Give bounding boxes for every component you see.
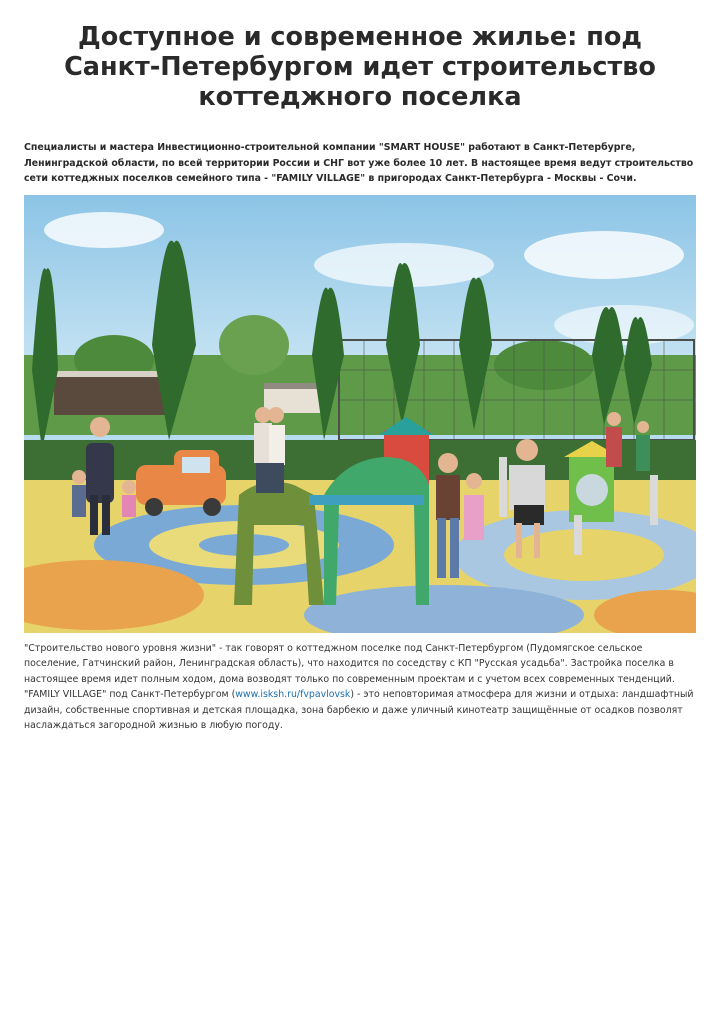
article-lead: Специалисты и мастера Инвестиционно-строительной компании "SMART HOUSE" работают в Санкт-Петербурге, Ленинградской области, по всей территории России и СНГ вот уже более 10 лет. В настоящее время ведут строительство сети коттеджных поселков семейного типа - "FAMILY VILLAGE" в пригородах Санкт-Петербурга - Москвы - Сочи. (24, 142, 694, 184)
article-body (24, 641, 700, 733)
article-body-part-1: "Строительство нового уровня жизни" - так говорят о коттеджном поселке под Санкт-Петербургом (Пудомягское сельское поселение, Гатчинский район, Ленинградская область), что находится по соседству с КП "Русская усадьба". Застройка поселка в настоящее время идет полным ходом, дома возводят только по современным проектам и с учетом всех современных тенденций. "FAMILY VILLAGE" под Санкт-Петербургом ( (24, 643, 675, 701)
village-website-link[interactable]: www.isksh.ru/fvpavlovsk (235, 689, 351, 701)
article-body-part-2: ) - это неповторимая атмосфера для жизни и отдыха: ландшафтный дизайн, собственные спортивная и детская площадка, зона барбекю и даже уличный кинотеатр защищённые от осадков позволят наслаждаться загородной жизнью в любую погоду. (24, 689, 694, 732)
playground-photo (24, 195, 696, 633)
article-title: Доступное и современное жилье: под Санкт-Петербургом идет строительство коттеджного поселка (64, 22, 656, 112)
